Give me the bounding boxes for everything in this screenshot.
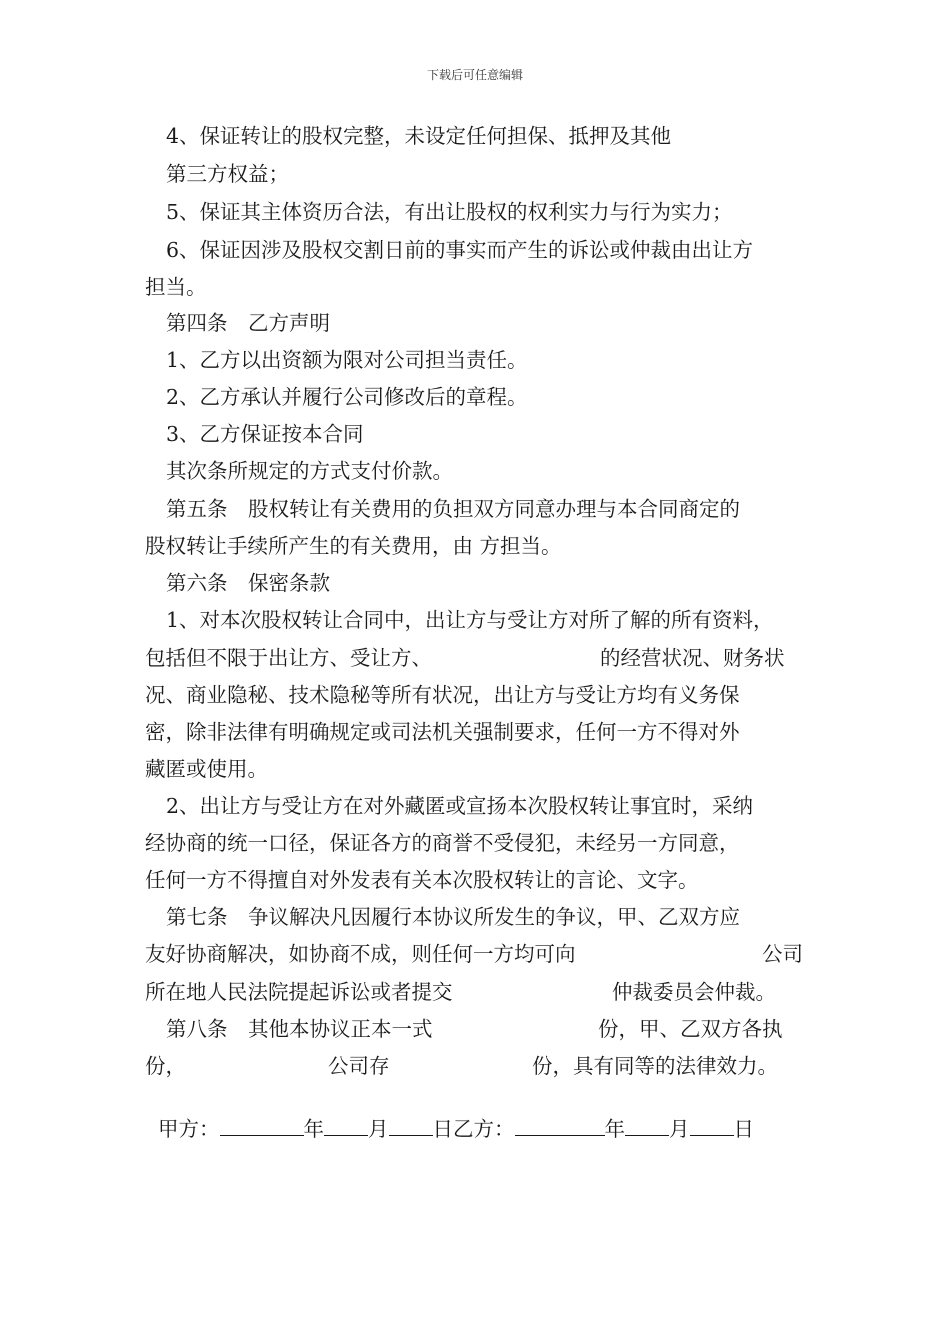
month-label: 月 [368, 1117, 389, 1141]
article-heading: 第七条 争议解决凡因履行本协议所发生的争议，甲、乙双方应 [166, 905, 740, 929]
day-blank-b[interactable] [690, 1115, 734, 1136]
clause-line: 担当。 [145, 275, 207, 299]
clause-line: 2、乙方承认并履行公司修改后的章程。 [166, 385, 528, 409]
clause-line: 经协商的统一口径，保证各方的商誉不受侵犯，未经另一方同意， [145, 831, 740, 855]
clause-line: 3、乙方保证按本合同 [166, 422, 364, 446]
clause-line: 公司 [762, 942, 803, 966]
article-heading: 第五条 股权转让有关费用的负担双方同意办理与本合同商定的 [166, 497, 740, 521]
clause-line: 1、乙方以出资额为限对公司担当责任。 [166, 348, 528, 372]
signature-line [145, 1091, 754, 1141]
year-label-b: 年 [604, 1117, 626, 1141]
clause-line: 公司存 [328, 1054, 390, 1078]
clause-line: 5、保证其主体资历合法，有出让股权的权利实力与行为实力； [166, 200, 733, 224]
clause-line: 包括但不限于出让方、受让方、 [145, 646, 432, 670]
clause-line: 其次条所规定的方式支付价款。 [166, 459, 453, 483]
month-label-b: 月 [669, 1117, 690, 1141]
party-b-blank[interactable] [515, 1115, 605, 1136]
article-heading: 第六条 保密条款 [166, 571, 330, 595]
clause-line: 4、保证转让的股权完整，未设定任何担保、抵押及其他 [166, 124, 672, 148]
clause-line: 藏匿或使用。 [145, 757, 268, 781]
day-blank[interactable] [389, 1115, 433, 1136]
party-b-label: 乙方： [453, 1117, 515, 1141]
clause-line: 仲裁委员会仲裁。 [612, 980, 776, 1004]
clause-line: 友好协商解决，如协商不成，则任何一方均可向 [145, 942, 576, 966]
day-label: 日 [432, 1117, 454, 1141]
clause-line: 份，甲、乙双方各执 [598, 1017, 783, 1041]
month-blank-b[interactable] [625, 1115, 669, 1136]
article-heading: 第八条 其他本协议正本一式 [166, 1017, 433, 1041]
page-header: 下载后可任意编辑 [426, 68, 523, 82]
clause-line: 2、出让方与受让方在对外藏匿或宣扬本次股权转让事宜时，采纳 [166, 794, 754, 818]
clause-line: 份， [145, 1054, 186, 1078]
clause-line: 任何一方不得擅自对外发表有关本次股权转让的言论、文字。 [145, 868, 699, 892]
party-a-blank[interactable] [220, 1115, 304, 1136]
clause-line: 第三方权益； [166, 162, 289, 186]
clause-line: 6、保证因涉及股权交割日前的事实而产生的诉讼或仲裁由出让方 [166, 238, 754, 262]
day-label-b: 日 [733, 1117, 755, 1141]
clause-line: 股权转让手续所产生的有关费用，由 方担当。 [145, 534, 562, 558]
clause-line: 况、商业隐秘、技术隐秘等所有状况，出让方与受让方均有义务保 [145, 683, 740, 707]
clause-line: 密，除非法律有明确规定或司法机关强制要求，任何一方不得对外 [145, 720, 740, 744]
party-a-label: 甲方： [158, 1117, 220, 1141]
article-heading: 第四条 乙方声明 [166, 311, 330, 335]
clause-line: 所在地人民法院提起诉讼或者提交 [145, 980, 453, 1004]
year-label: 年 [303, 1117, 325, 1141]
clause-line: 1、对本次股权转让合同中，出让方与受让方对所了解的所有资料， [166, 608, 774, 632]
month-blank[interactable] [324, 1115, 368, 1136]
clause-line: 份，具有同等的法律效力。 [532, 1054, 778, 1078]
clause-line: 的经营状况、财务状 [600, 646, 785, 670]
